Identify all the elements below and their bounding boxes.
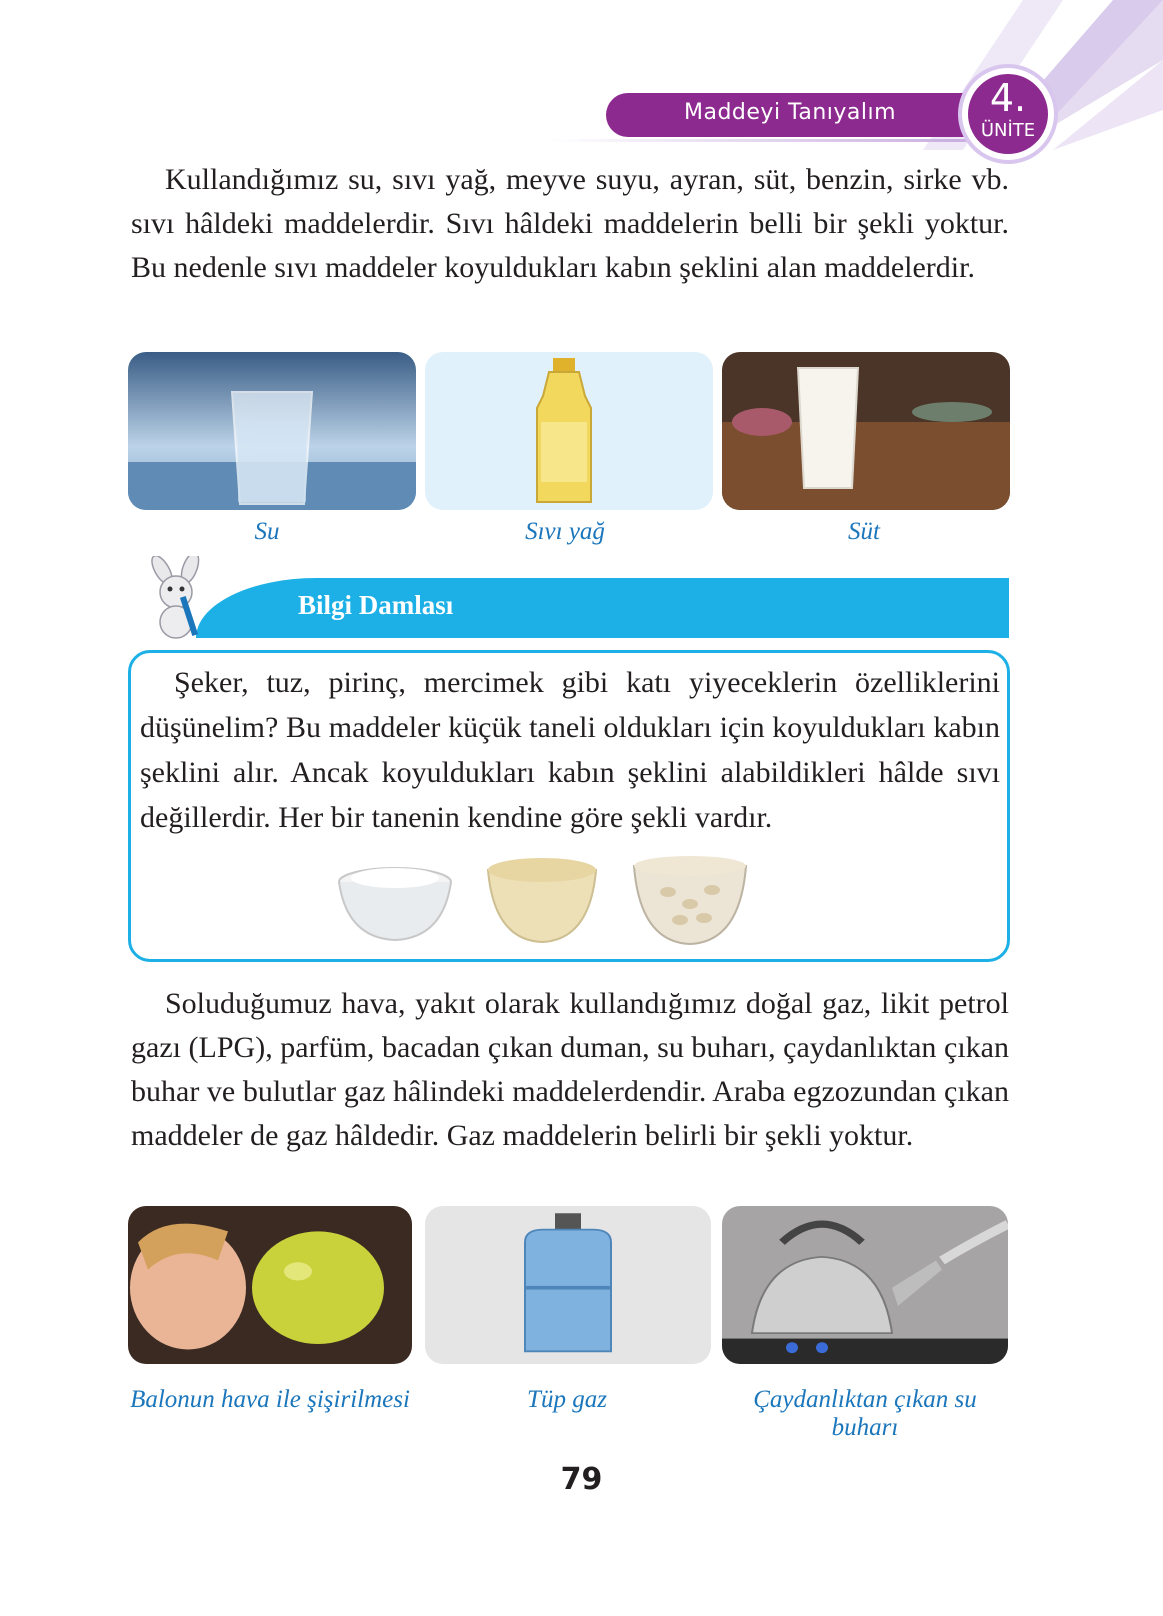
caption-balloon: Balonun hava ile şişirilmesi — [130, 1386, 410, 1413]
caption-kettle: Çaydanlıktan çıkan su buharı — [753, 1386, 977, 1441]
header-underline — [548, 139, 968, 142]
photo-gas-cylinder — [425, 1206, 711, 1364]
bowl-beans — [628, 852, 752, 948]
photo-oil-bottle — [425, 352, 713, 510]
caption-milk: Süt — [848, 518, 880, 545]
photo-milk-glass — [722, 352, 1010, 510]
paragraph-liquids: Kullandığımız su, sıvı yağ, meyve suyu, ayran, süt, benzin, sirke vb. sıvı hâldeki maddelerdir. Sıvı hâldeki maddelerin belli bir şekli yoktur. Bu nedenle sıvı maddeler koyuldukları kabın şeklini alan maddelerdir. — [131, 163, 1009, 284]
photo-kettle-steam — [722, 1206, 1008, 1364]
bowl-rice — [480, 852, 604, 948]
unit-title-pill — [606, 93, 966, 137]
caption-gas-cylinder: Tüp gaz — [527, 1386, 607, 1413]
paragraph-gases: Soluduğumuz hava, yakıt olarak kullandığımız doğal gaz, likit petrol gazı (LPG), parfüm, bacadan çıkan duman, su buharı, çaydanlıktan çıkan buhar ve bulutlar gaz hâlindeki maddelerdendir. Araba egzozundan çıkan maddeler de gaz hâldedir. Gaz maddelerin belirli bir şekli yoktur. — [131, 987, 1009, 1152]
bilgi-text: Şeker, tuz, pirinç, mercimek gibi katı yiyeceklerin özelliklerini düşünelim? Bu maddeler küçük taneli oldukları için koyuldukları kabın şeklini alır. Ancak koyuldukları kabın şeklini alabildikleri hâlde sıvı değillerdir. Her bir tanenin kendine göre şekli vardır. — [140, 666, 1000, 834]
page-number: 79 — [560, 1462, 603, 1497]
unit-number: 4. — [989, 76, 1027, 120]
unit-title: Maddeyi Tanıyalım — [684, 100, 897, 125]
unit-badge-inner — [968, 74, 1048, 154]
rabbit-mascot-icon — [140, 556, 220, 640]
caption-water: Su — [254, 518, 280, 545]
bowl-sugar — [333, 852, 457, 948]
photo-water-glass — [128, 352, 416, 510]
photo-balloon — [128, 1206, 412, 1364]
unit-word: ÜNİTE — [980, 120, 1036, 141]
bilgi-title: Bilgi Damlası — [298, 590, 454, 620]
caption-oil: Sıvı yağ — [525, 518, 605, 545]
unit-badge — [958, 64, 1058, 164]
